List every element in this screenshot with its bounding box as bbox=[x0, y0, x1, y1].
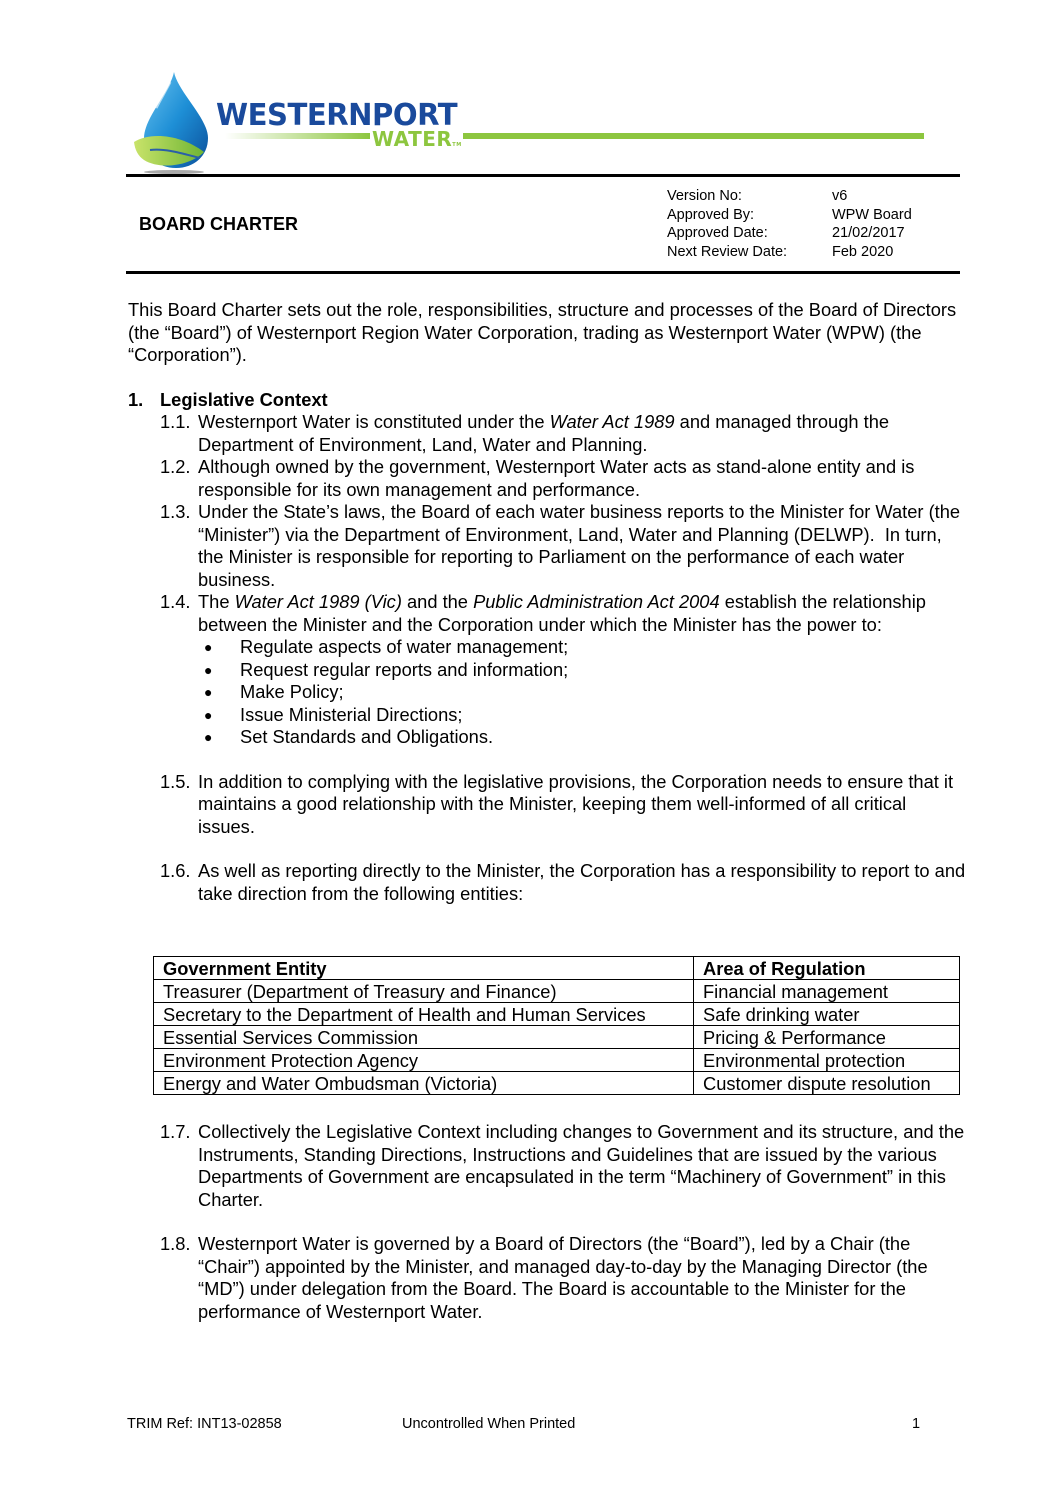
text-run: Westernport Water is constituted under the bbox=[198, 411, 550, 432]
trademark-mark: TM bbox=[452, 142, 462, 148]
list-item bbox=[128, 726, 968, 749]
section-number: 1. bbox=[128, 388, 144, 410]
spacer bbox=[128, 1211, 968, 1233]
clause-1-6 bbox=[128, 860, 968, 905]
list-item bbox=[128, 659, 968, 682]
clause-text: Although owned by the government, Westernport Water acts as stand-alone entity and is responsible for its own management and performance. bbox=[198, 456, 915, 500]
act-citation: Public Administration Act 2004 bbox=[473, 591, 720, 612]
clause-number: 1.5. bbox=[160, 770, 191, 792]
logo-wordmark-westernport: WESTERNPORT bbox=[216, 98, 458, 133]
entity-cell: Essential Services Commission bbox=[154, 1026, 694, 1049]
meta-label: Next Review Date: bbox=[667, 243, 788, 260]
area-cell: Safe drinking water bbox=[694, 1003, 960, 1026]
meta-row-next-review bbox=[667, 243, 912, 262]
list-item bbox=[128, 681, 968, 704]
logo-wordmark-water bbox=[372, 129, 462, 149]
list-item bbox=[128, 704, 968, 727]
footer-uncontrolled-notice: Uncontrolled When Printed bbox=[402, 1416, 576, 1432]
entity-cell: Environment Protection Agency bbox=[154, 1049, 694, 1072]
logo-water-text: WATER bbox=[372, 127, 453, 151]
bullet-icon: ● bbox=[204, 639, 213, 655]
area-cell: Financial management bbox=[694, 980, 960, 1003]
entity-cell: Secretary to the Department of Health and Human Services bbox=[154, 1003, 694, 1026]
clause-number: 1.2. bbox=[160, 456, 191, 477]
clause-text bbox=[198, 591, 968, 636]
bullet-icon: ● bbox=[204, 729, 213, 745]
spacer bbox=[128, 749, 968, 771]
list-item-text: Request regular reports and information; bbox=[240, 658, 569, 680]
list-item-text: Set Standards and Obligations. bbox=[240, 726, 494, 747]
text-run: The bbox=[198, 591, 235, 612]
meta-label: Approved By: bbox=[667, 206, 755, 223]
act-citation: Water Act 1989 bbox=[549, 411, 675, 432]
intro-paragraph: This Board Charter sets out the role, responsibilities, structure and processes of the Board of Directors (the “Board”) of Westernport Region Water Corporation, trading as Westernport Water (WPW) (the “Corporation”). bbox=[128, 299, 957, 365]
list-item-text: Regulate aspects of water management; bbox=[240, 636, 569, 657]
area-cell: Customer dispute resolution bbox=[694, 1072, 960, 1095]
entity-cell: Treasurer (Department of Treasury and Finance) bbox=[154, 980, 694, 1003]
spacer bbox=[128, 838, 968, 860]
water-drop-leaf-icon bbox=[130, 68, 230, 174]
logo-accent-fade bbox=[225, 133, 370, 139]
table-row bbox=[154, 1003, 960, 1026]
clause-number: 1.3. bbox=[160, 501, 191, 522]
text-run: establish the relationship between the Minister and the Corporation under which the Minister has the power to: bbox=[198, 591, 926, 635]
clause-text bbox=[198, 411, 968, 456]
text-run: and managed through the Department of Environment, Land, Water and Planning. bbox=[198, 411, 890, 455]
footer-page-number: 1 bbox=[912, 1416, 921, 1432]
clause-number: 1.8. bbox=[160, 1233, 191, 1254]
entity-cell: Energy and Water Ombudsman (Victoria) bbox=[154, 1072, 694, 1095]
clause-number: 1.6. bbox=[160, 860, 191, 881]
clause-text: Collectively the Legislative Context including changes to Government and its structure, and the Instruments, Standing Directions, Instructions and Guidelines that are issued by the various Departments of Government are encapsulated in the term “Machinery of Government” in this Charter. bbox=[198, 1121, 965, 1210]
clause-text: In addition to complying with the legislative provisions, the Corporation needs to ensure that it maintains a good relationship with the Minister, keeping them well-informed of all critical issues. bbox=[198, 770, 954, 837]
clause-text: Westernport Water is governed by a Board of Directors (the “Board”), led by a Chair (the “Chair”) appointed by the Minister, and managed day-to-day by the Managing Director (the “MD”) under delegation from the Board. The Board is accountable to the Minister for the performance of Westernport Water. bbox=[198, 1233, 928, 1322]
bullet-icon: ● bbox=[204, 684, 213, 700]
bullet-icon: ● bbox=[204, 706, 213, 723]
clause-text: As well as reporting directly to the Minister, the Corporation has a responsibility to report to and take direction from the following entities: bbox=[198, 860, 966, 904]
clause-number: 1.7. bbox=[160, 1121, 191, 1142]
clause-number: 1.4. bbox=[160, 591, 191, 612]
footer-trim-reference: TRIM Ref: INT13-02858 bbox=[127, 1416, 282, 1432]
document-metadata bbox=[667, 187, 912, 261]
meta-value: WPW Board bbox=[832, 206, 912, 223]
area-cell: Environmental protection bbox=[694, 1049, 960, 1072]
clause-text: Under the State’s laws, the Board of each water business reports to the Minister for Water (the “Minister”) via the Department of Environment, Land, Water and Planning (DELWP). In turn, the Minister is responsible for reporting to Parliament on the performance of each water business. bbox=[198, 501, 966, 590]
meta-value: Feb 2020 bbox=[832, 243, 894, 260]
document-body-continued bbox=[128, 1121, 968, 1323]
meta-value: v6 bbox=[832, 188, 848, 204]
clause-1-3 bbox=[128, 501, 968, 591]
section-heading bbox=[128, 389, 968, 412]
list-item bbox=[128, 636, 968, 659]
clause-1-5 bbox=[128, 771, 968, 839]
clause-number: 1.1. bbox=[160, 411, 191, 432]
document-body bbox=[128, 299, 968, 905]
list-item-text: Issue Ministerial Directions; bbox=[240, 703, 463, 725]
clause-1-1 bbox=[128, 411, 968, 456]
minister-powers-list bbox=[128, 636, 968, 749]
list-item-text: Make Policy; bbox=[240, 681, 344, 702]
clause-1-8 bbox=[128, 1233, 968, 1323]
header-green-rule bbox=[463, 133, 924, 139]
regulation-table bbox=[153, 956, 960, 1095]
area-cell: Pricing & Performance bbox=[694, 1026, 960, 1049]
meta-row-version bbox=[667, 187, 912, 206]
header-rule-bottom bbox=[126, 271, 960, 274]
table-row bbox=[154, 1072, 960, 1095]
table-row bbox=[154, 1026, 960, 1049]
meta-value: 21/02/2017 bbox=[832, 225, 905, 241]
column-header-area: Area of Regulation bbox=[694, 957, 960, 980]
table-row bbox=[154, 980, 960, 1003]
table-header-row bbox=[154, 957, 960, 980]
clause-1-2 bbox=[128, 456, 968, 501]
clause-1-7 bbox=[128, 1121, 968, 1211]
act-citation: Water Act 1989 (Vic) bbox=[234, 591, 402, 612]
meta-label: Version No: bbox=[667, 188, 742, 204]
column-header-entity: Government Entity bbox=[154, 957, 694, 980]
bullet-icon: ● bbox=[204, 661, 213, 678]
header-rule-top bbox=[126, 174, 960, 177]
meta-row-approved-date bbox=[667, 224, 912, 243]
meta-label: Approved Date: bbox=[667, 225, 768, 241]
meta-row-approved-by bbox=[667, 206, 912, 225]
section-title: Legislative Context bbox=[160, 388, 328, 410]
table-row bbox=[154, 1049, 960, 1072]
clause-1-4 bbox=[128, 591, 968, 636]
text-run: and the bbox=[401, 591, 474, 612]
document-title: BOARD CHARTER bbox=[139, 214, 298, 234]
